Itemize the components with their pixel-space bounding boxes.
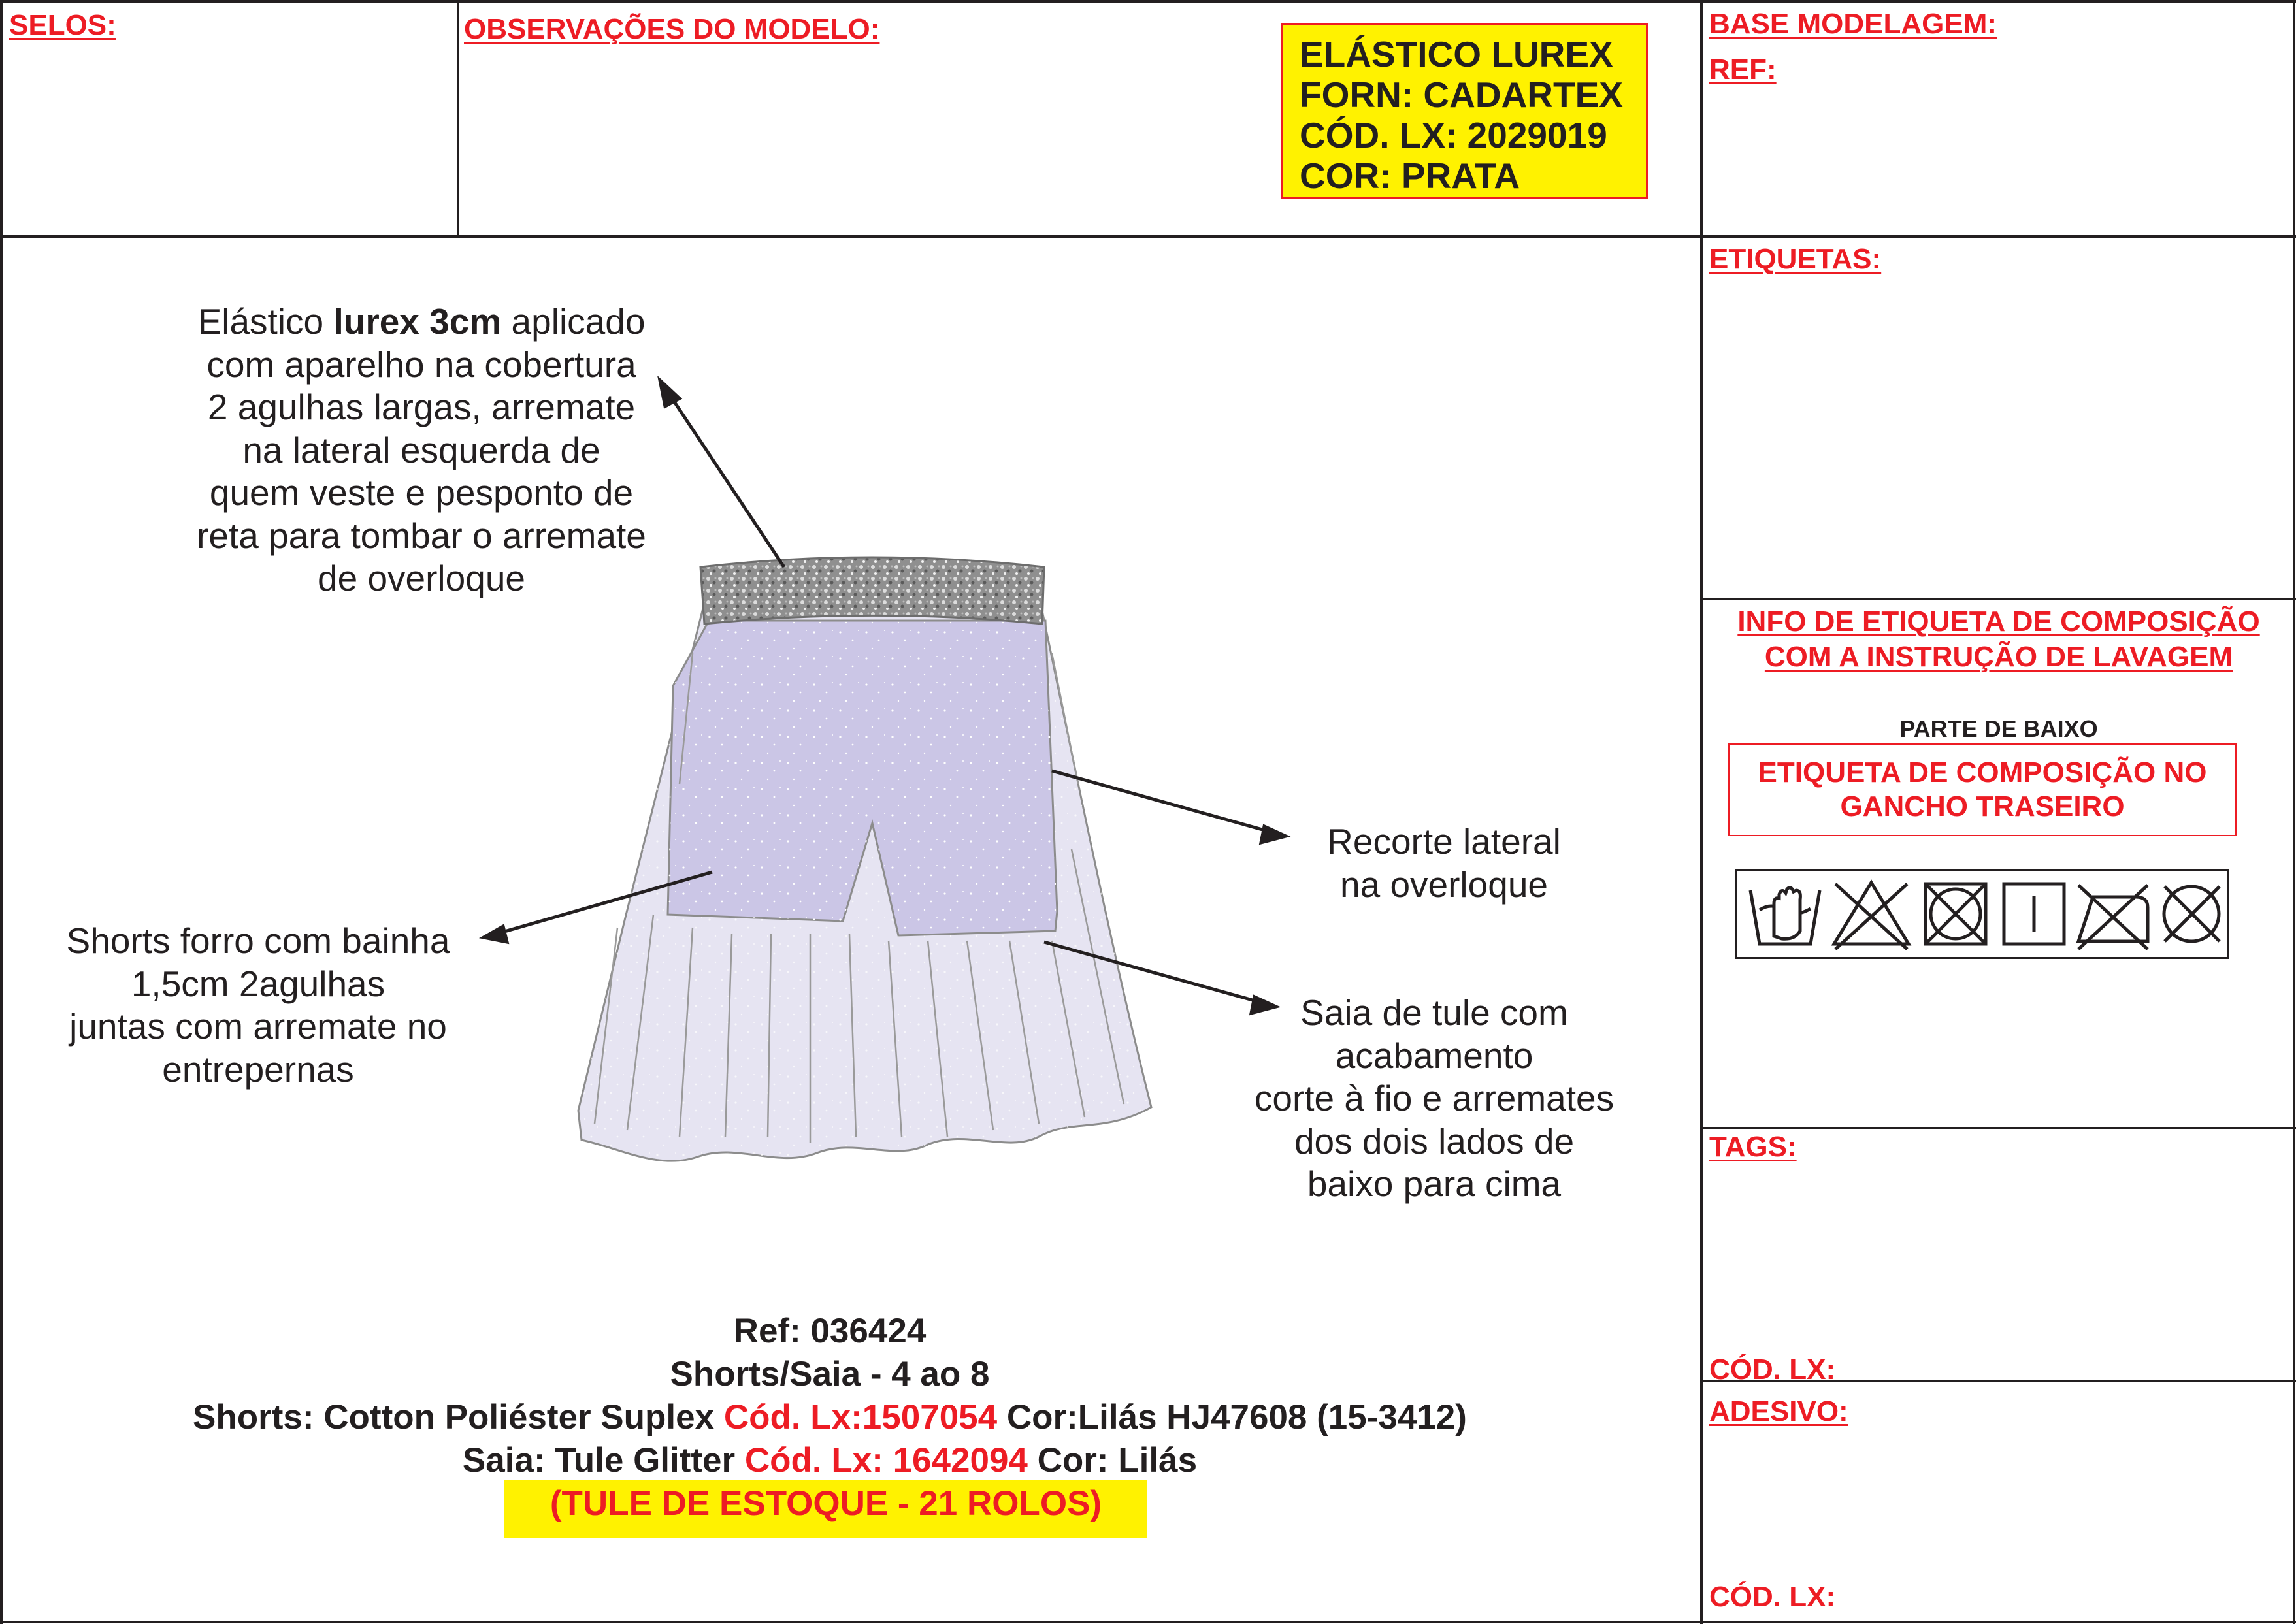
tags-cod-lx: CÓD. LX: xyxy=(1709,1354,1836,1386)
care-symbols xyxy=(1735,869,2229,959)
no-bleach-icon xyxy=(1829,871,1914,957)
composition-label-box: ETIQUETA DE COMPOSIÇÃO NO GANCHO TRASEIRO xyxy=(1728,743,2237,836)
hand-wash-icon xyxy=(1745,871,1825,957)
adesivo-header: ADESIVO: xyxy=(1709,1395,1848,1427)
selos-header: SELOS: xyxy=(9,9,116,41)
note-elastic xyxy=(144,300,699,600)
elastic-name: ELÁSTICO LUREX xyxy=(1300,34,1613,74)
elastic-supplier: FORN: CADARTEX xyxy=(1300,74,1623,115)
divider-composition xyxy=(1700,1127,2296,1129)
product-ref: Ref: 036424 xyxy=(733,1312,927,1350)
lurex-waistband xyxy=(700,557,1044,624)
product-type: Shorts/Saia - 4 ao 8 xyxy=(670,1355,990,1393)
note-shorts: Shorts forro com bainha 1,5cm 2agulhas juntas com arremate no entrepernas xyxy=(66,920,450,1090)
no-dry-clean-icon xyxy=(2156,871,2227,957)
elastic-color: COR: PRATA xyxy=(1300,155,1520,196)
note-elastic-line: com aparelho na cobertura xyxy=(206,344,636,385)
product-shorts: Shorts: Cotton Poliéster Suplex Cód. Lx:1507054 Cor:Lilás HJ47608 (15-3412) xyxy=(193,1398,1467,1437)
saia-code: Cód. Lx: 1642094 xyxy=(744,1441,1028,1480)
note-saia: Saia de tule com acabamento corte à fio e arremates dos dois lados de baixo para cima xyxy=(1254,992,1615,1204)
note-elastic-line: reta para tombar o arremate xyxy=(197,515,646,556)
adesivo-cod-lx: CÓD. LX: xyxy=(1709,1581,1836,1613)
no-iron-icon xyxy=(2073,871,2153,957)
stock-highlight: (TULE DE ESTOQUE - 21 ROLOS) xyxy=(504,1480,1147,1538)
note-elastic-line: na lateral esquerda de xyxy=(242,429,600,470)
no-tumble-dry-icon xyxy=(1919,871,1992,957)
line-dry-icon xyxy=(1999,871,2069,957)
elastic-code: CÓD. LX: 2029019 xyxy=(1300,115,1607,155)
ref-header: REF: xyxy=(1709,54,1777,86)
frame-bottom xyxy=(0,1621,2296,1623)
tags-header: TAGS: xyxy=(1709,1131,1797,1163)
divider-etiquetas xyxy=(1700,598,2296,600)
note-elastic-line: 2 agulhas largas, arremate xyxy=(207,387,636,427)
product-saia: Saia: Tule Glitter Cód. Lx: 1642094 Cor: Lilás xyxy=(462,1441,1198,1480)
composition-title: INFO DE ETIQUETA DE COMPOSIÇÃO COM A INSTRUÇÃO DE LAVAGEM xyxy=(1737,606,2260,673)
shorts-code: Cód. Lx:1507054 xyxy=(723,1398,998,1437)
etiquetas-header: ETIQUETAS: xyxy=(1709,243,1882,275)
parte-de-baixo-label: PARTE DE BAIXO xyxy=(1899,715,2098,742)
note-recorte: Recorte lateral na overloque xyxy=(1327,821,1561,905)
note-elastic-line: quem veste e pesponto de xyxy=(209,472,634,513)
note-elastic-line: de overloque xyxy=(317,558,526,598)
base-modelagem-header: BASE MODELAGEM: xyxy=(1709,8,1997,40)
note-elastic-first-line: Elástico lurex 3cm aplicado xyxy=(197,301,646,342)
observacoes-header: OBSERVAÇÕES DO MODELO: xyxy=(464,13,880,45)
